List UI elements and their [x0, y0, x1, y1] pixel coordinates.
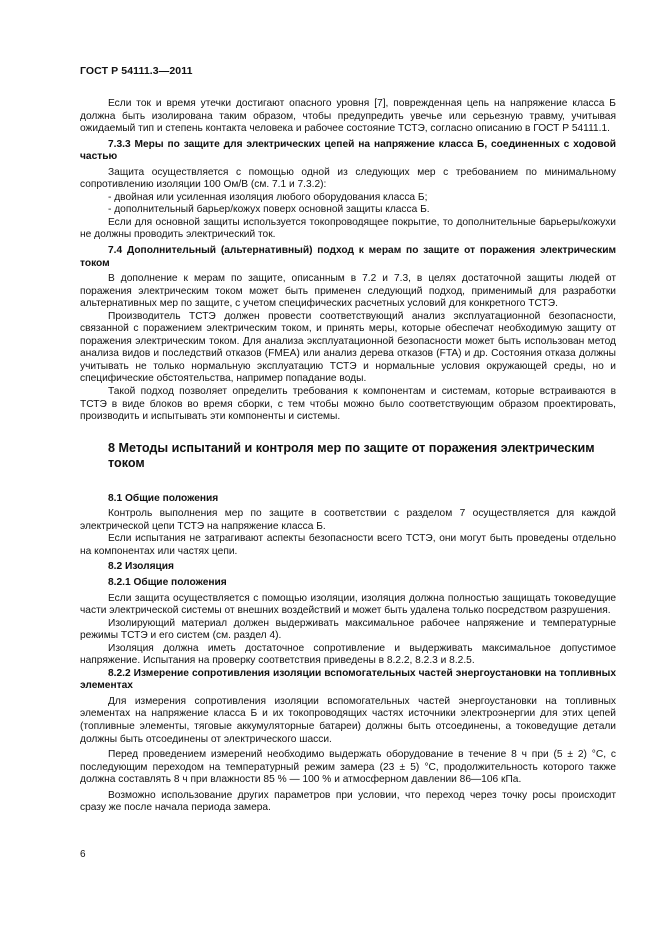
list-item: - дополнительный барьер/кожух поверх основной защиты класса Б. — [108, 204, 430, 216]
subsection-heading-7-3-3: 7.3.3 Меры по защите для электрических цепей на напряжение класса Б, соединенных с ходовой частью — [80, 138, 616, 163]
paragraph: Изолирующий материал должен выдерживать максимальное рабочее напряжение и температурные режимы ТСТЭ и его систем (см. раздел 4). — [80, 617, 616, 642]
paragraph: Если испытания не затрагивают аспекты безопасности всего ТСТЭ, они могут быть проведены отдельно на компонентах или частях цепи. — [80, 533, 616, 557]
chapter-heading-8: 8 Методы испытаний и контроля мер по защите от поражения электрическим током — [108, 440, 595, 470]
paragraph: Для измерения сопротивления изоляции вспомогательных частей энергоустановки на топливных элементах на напряжение класса Б и их токопроводящих частях источники электроэнергии для этих цепей (топливные элементы, тяговые аккумуляторные батареи) должны быть отсоединены, а токоведущие детали должны быть отсоединены от электрического шасси. — [80, 695, 616, 745]
document-body — [80, 98, 616, 815]
paragraph: Возможно использование других параметров при условии, что переход через точку росы происходит сразу же после начала периода замера. — [80, 789, 616, 814]
paragraph: Защита осуществляется с помощью одной из следующих мер с требованием по минимальному сопротивлению изоляции 100 Ом/В (см. 7.1 и 7.3.2): — [80, 166, 616, 191]
paragraph: Такой подход позволяет определить требования к компонентам и системам, которые встраиваются в ТСТЭ в виде блоков во время сборки, с тем чтобы можно было соответствующим образом проектировать, производить и испытывать эти компоненты и системы. — [80, 386, 616, 423]
paragraph: Изоляция должна иметь достаточное сопротивление и выдерживать максимальное допустимое напряжение. Испытания на проверку соответствия приведены в 8.2.2, 8.2.3 и 8.2.5. — [80, 642, 616, 667]
paragraph: Контроль выполнения мер по защите в соответствии с разделом 7 осуществляется для каждой электрической цепи ТСТЭ на напряжение класса Б. — [80, 508, 616, 532]
paragraph: Производитель ТСТЭ должен провести соответствующий анализ эксплуатационной безопасности, связанной с поражением электрическим током, и принять меры, которые обеспечат необходимую защиту от поражения электрическим током. Для анализа эксплуатационной безопасности может быть использован метод анализа видов и последствий отказов (FMEA) или анализ дерева отказов (FTA) и др. Состояния отказа должны учитывать не только нормальную эксплуатацию ТСТЭ и нормальные условия окружающей среды, но и специфические обстоятельства, например попадание воды. — [80, 310, 616, 385]
section-heading-8-1: 8.1 Общие положения — [108, 492, 219, 504]
paragraph: Если защита осуществляется с помощью изоляции, изоляция должна полностью защищать токоведущие части электрической системы от внешних воздействий и может быть удалена только посредством разрушения. — [80, 592, 616, 617]
paragraph: Если для основной защиты используется токопроводящее покрытие, то дополнительные барьеры/кожухи не должны проводить электрический ток. — [80, 216, 616, 241]
page-number: 6 — [80, 849, 86, 860]
document-header: ГОСТ Р 54111.3—2011 — [80, 65, 193, 77]
subsection-heading-8-2-1: 8.2.1 Общие положения — [108, 576, 227, 588]
list-item: - двойная или усиленная изоляция любого оборудования класса Б; — [108, 191, 428, 203]
subsection-heading-8-2-2: 8.2.2 Измерение сопротивления изоляции вспомогательных частей энергоустановки на топливных элементах — [80, 667, 616, 692]
paragraph: Перед проведением измерений необходимо выдержать оборудование в течение 8 ч при (5 ± 2) °С, с последующим переходом на температурный режим замера (23 ± 5) °С, продолжительность которого также должна составлять 8 ч при влажности 85 % — 100 % и атмосферном давлении 86—106 кПа. — [80, 749, 616, 786]
paragraph: В дополнение к мерам по защите, описанным в 7.2 и 7.3, в целях достаточной защиты людей от поражения электрическим током может быть применен следующий подход, применимый для разработки альтернативных мер по защите, с учетом специфических расчетных условий для конкретного ТСТЭ. — [80, 273, 616, 310]
section-heading-8-2: 8.2 Изоляция — [108, 561, 174, 573]
section-heading-7-4: 7.4 Дополнительный (альтернативный) подход к мерам по защите от поражения электрическим током — [80, 245, 616, 269]
paragraph: Если ток и время утечки достигают опасного уровня [7], поврежденная цепь на напряжение класса Б должна быть изолирована таким образом, чтобы предупредить увечье или серьезную травму, учитывая ожидаемый тип и степень контакта человека и рабочее состояние ТСТЭ, согласно описанию в ГОСТ Р 54111.1. — [80, 98, 616, 135]
